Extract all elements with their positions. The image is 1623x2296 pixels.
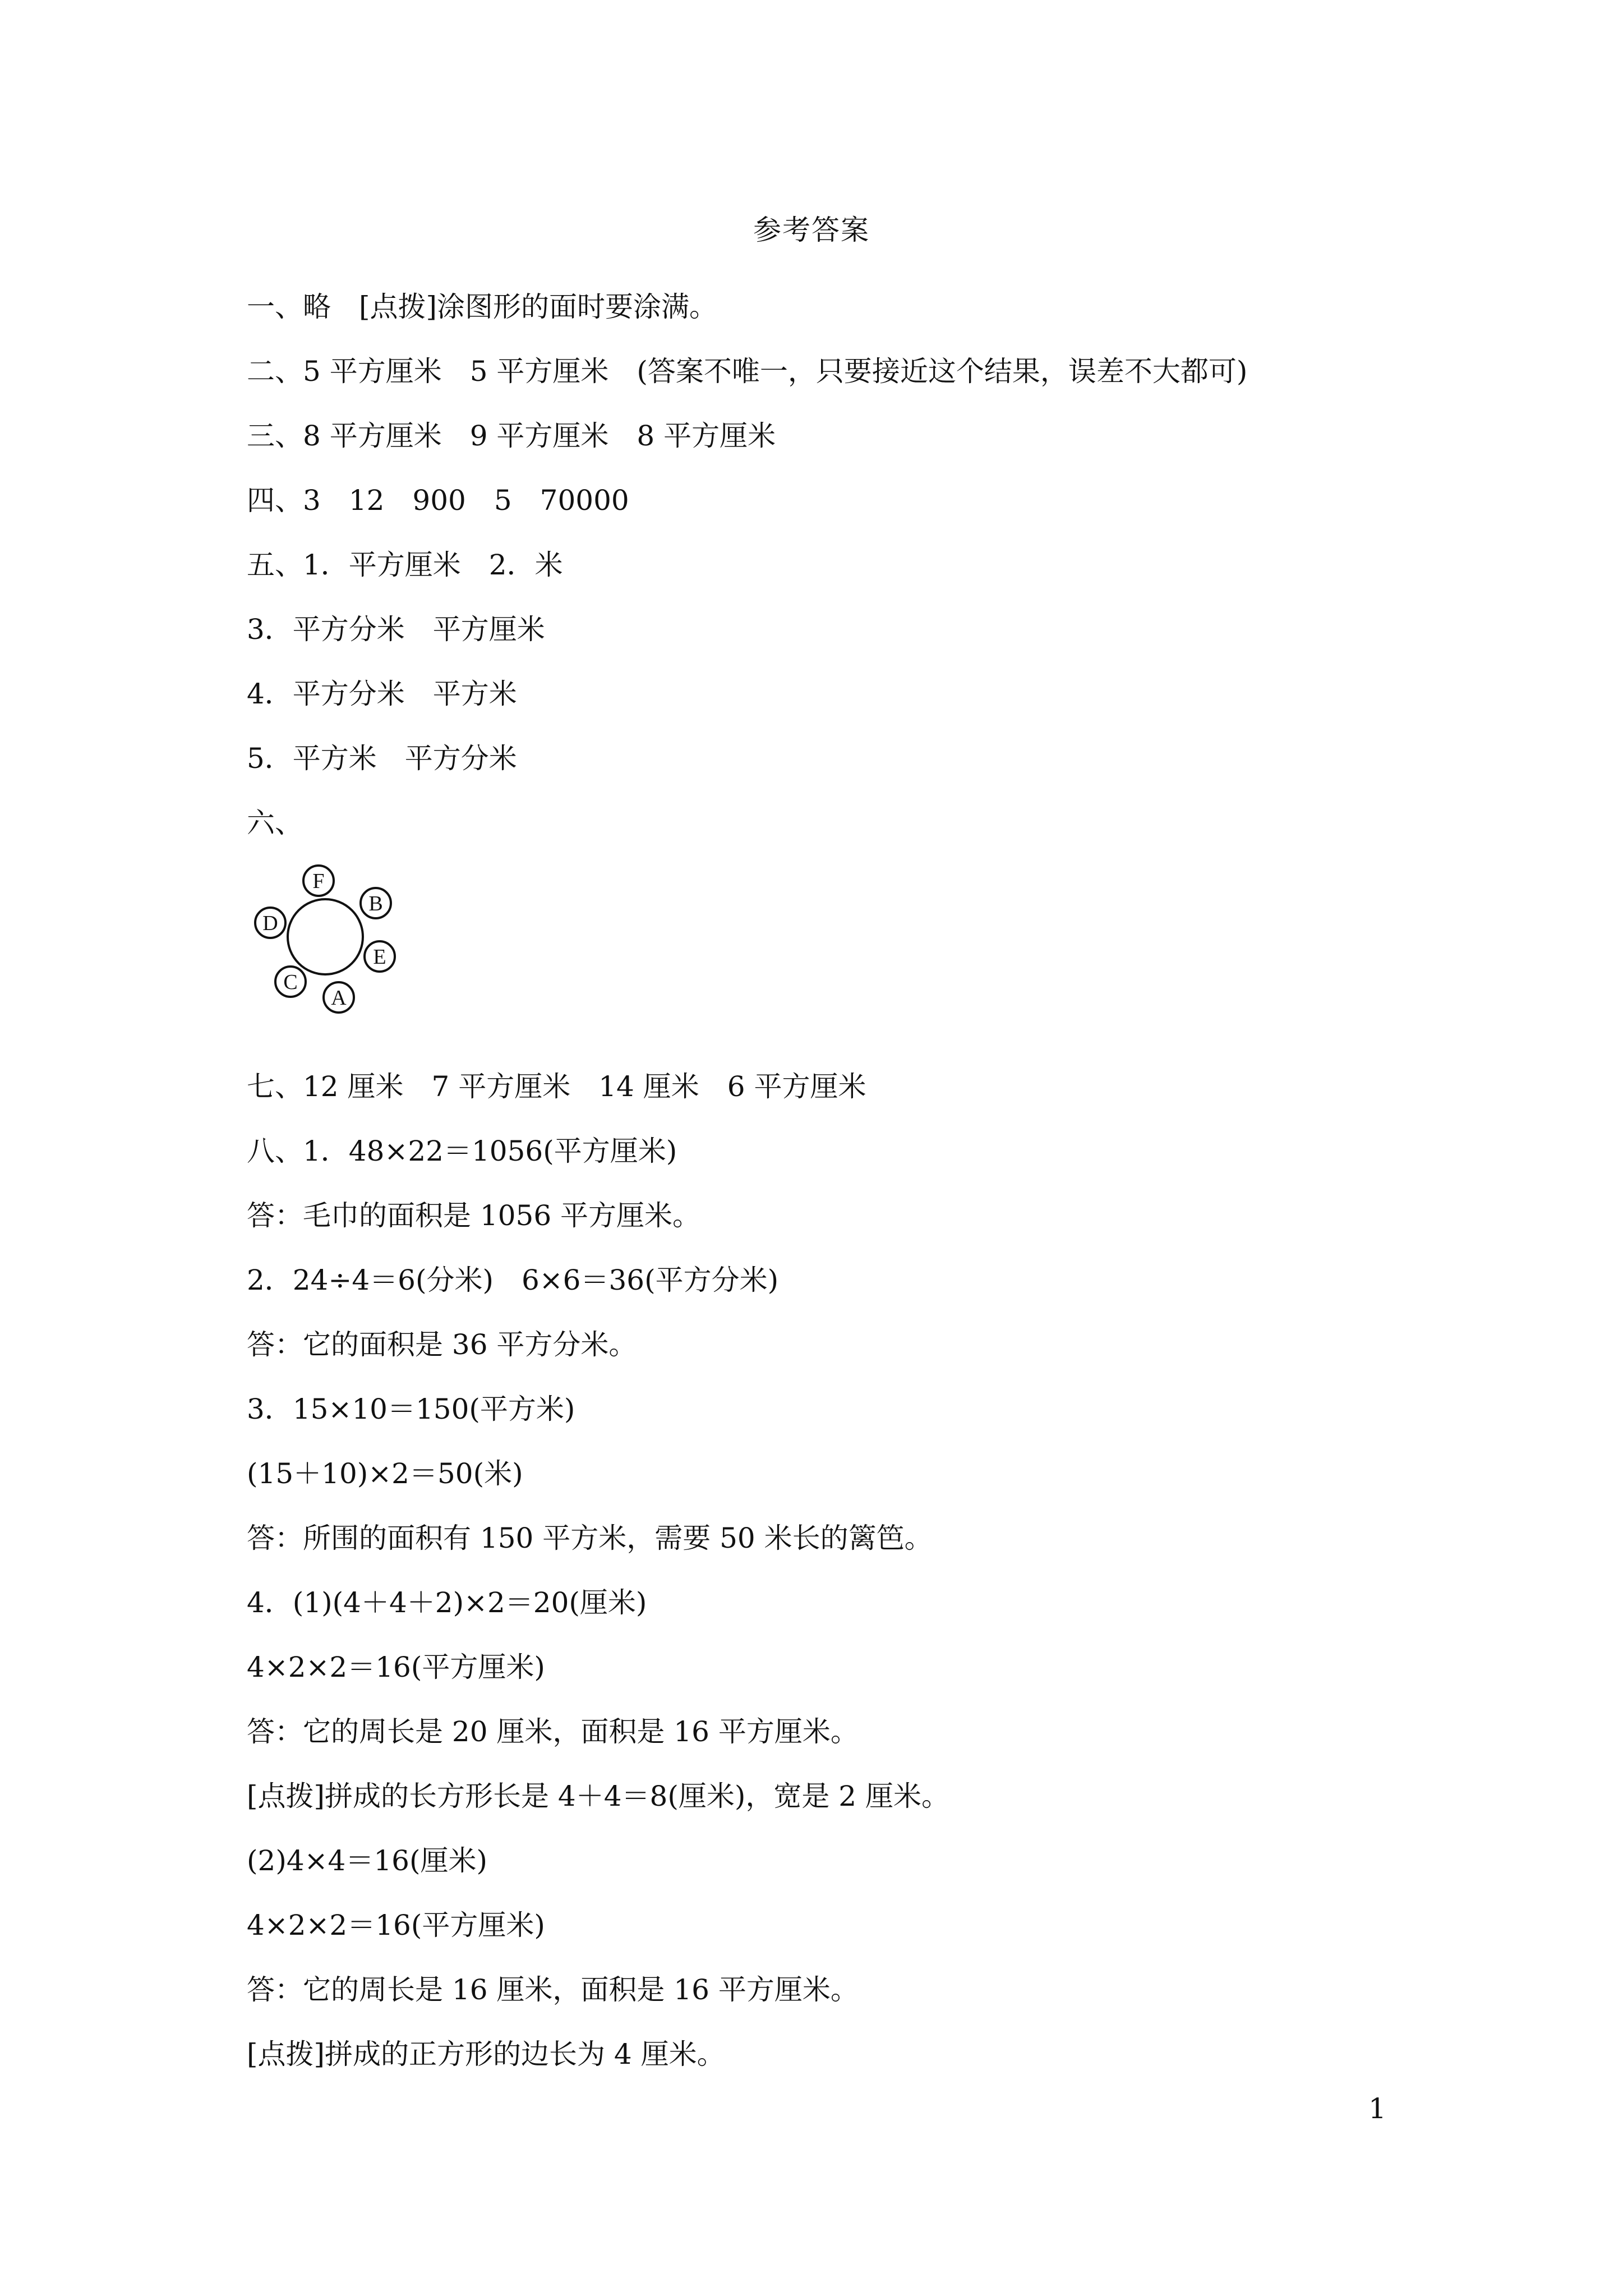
- label-a: A: [331, 986, 347, 1010]
- answer-line-8-2-ans: 答：它的面积是 36 平方分米。: [247, 1328, 637, 1361]
- answer-line-8-4-2-hint: [点拨]拼成的正方形的边长为 4 厘米。: [247, 2038, 725, 2070]
- answer-line-8-2: 2．24÷4＝6(分米) 6×6＝36(平方分米): [247, 1264, 779, 1296]
- page-number: 1: [1368, 2092, 1386, 2125]
- label-f: F: [312, 869, 325, 893]
- answer-line-8-1-ans: 答：毛巾的面积是 1056 平方厘米。: [247, 1199, 701, 1232]
- answer-line-8-4-2-ans: 答：它的周长是 16 厘米，面积是 16 平方厘米。: [247, 1973, 859, 2006]
- answer-line-8-4-1b: 4×2×2＝16(平方厘米): [247, 1651, 545, 1683]
- answer-line-5-4: 4．平方分米 平方米: [247, 678, 517, 710]
- answer-line-4: 四、3 12 900 5 70000: [247, 484, 629, 517]
- answer-line-1: 一、略 [点拨]涂图形的面时要涂满。: [247, 291, 718, 323]
- answer-line-8-4-2: (2)4×4＝16(厘米): [247, 1844, 487, 1877]
- answer-line-8-4-2b: 4×2×2＝16(平方厘米): [247, 1909, 545, 1941]
- answer-line-8-3b: (15＋10)×2＝50(米): [247, 1457, 523, 1490]
- answer-line-8-3-ans: 答：所围的面积有 150 平方米，需要 50 米长的篱笆。: [247, 1522, 933, 1554]
- answer-line-2: 二、5 平方厘米 5 平方厘米 (答案不唯一，只要接近这个结果，误差不大都可): [247, 355, 1248, 388]
- center-circle: [288, 899, 363, 974]
- label-c: C: [283, 970, 298, 994]
- answer-line-8-1: 八、1．48×22＝1056(平方厘米): [247, 1135, 677, 1167]
- answer-line-8-4-1-ans: 答：它的周长是 20 厘米，面积是 16 平方厘米。: [247, 1715, 859, 1748]
- label-e: E: [373, 945, 386, 969]
- answers-top: [247, 275, 1537, 855]
- answer-line-8-3: 3．15×10＝150(平方米): [247, 1393, 575, 1425]
- answer-line-6: 六、: [247, 807, 303, 839]
- answers-bottom: [247, 1055, 1537, 2087]
- answer-line-5-5: 5．平方米 平方分米: [247, 742, 517, 775]
- answer-line-8-4-1-hint: [点拨]拼成的长方形长是 4＋4＝8(厘米)，宽是 2 厘米。: [247, 1780, 949, 1812]
- label-d: D: [262, 912, 278, 935]
- seating-circle-figure: [247, 858, 415, 1021]
- label-b: B: [368, 892, 383, 915]
- answer-line-3: 三、8 平方厘米 9 平方厘米 8 平方厘米: [247, 420, 776, 452]
- page-title: 参考答案: [753, 214, 870, 246]
- answer-line-5-3: 3．平方分米 平方厘米: [247, 613, 545, 646]
- answer-line-7: 七、12 厘米 7 平方厘米 14 厘米 6 平方厘米: [247, 1070, 866, 1103]
- answer-line-5-1: 五、1．平方厘米 2．米: [247, 549, 563, 581]
- answer-line-8-4-1: 4．(1)(4＋4＋2)×2＝20(厘米): [247, 1586, 647, 1619]
